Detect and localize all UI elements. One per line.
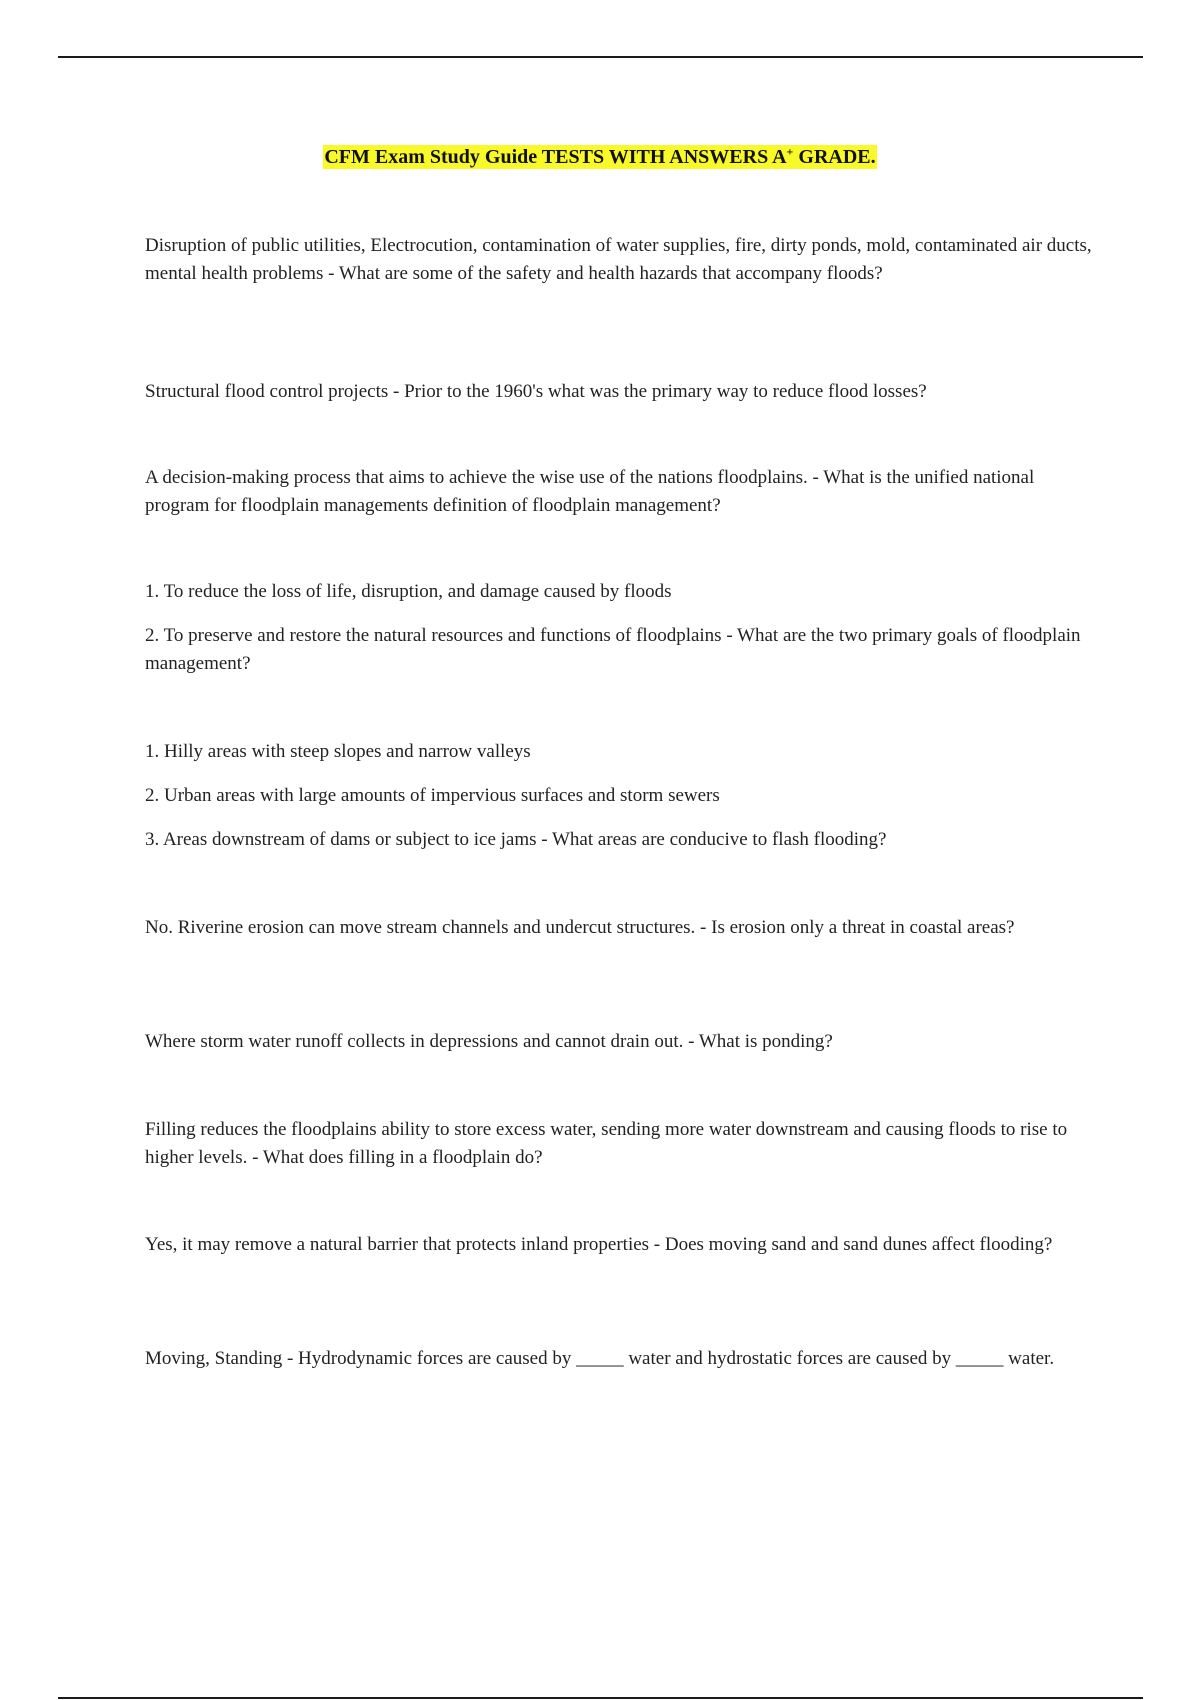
qa-text: 2. To preserve and restore the natural resources and functions of floodplains - What are the two primary goals of floodplain management? <box>145 625 1081 674</box>
qa-text: Disruption of public utilities, Electrocution, contamination of water supplies, fire, dirty ponds, mold, contaminated air ducts, mental health problems - What are some of the safety and health hazards that accompany floods? <box>145 235 1092 284</box>
document-title <box>323 145 876 169</box>
qa-text: 3. Areas downstream of dams or subject to ice jams - What areas are conducive to flash flooding? <box>145 829 887 850</box>
title-superscript: + <box>786 144 794 159</box>
qa-text: 2. Urban areas with large amounts of impervious surfaces and storm sewers <box>145 785 720 806</box>
qa-item <box>145 738 1095 854</box>
qa-item <box>145 1231 1095 1259</box>
title-text-end: GRADE. <box>793 146 876 168</box>
qa-text: Yes, it may remove a natural barrier that protects inland properties - Does moving sand and sand dunes affect flooding? <box>145 1234 1053 1255</box>
qa-text: Where storm water runoff collects in depressions and cannot drain out. - What is ponding? <box>145 1031 833 1052</box>
qa-item <box>145 914 1095 942</box>
top-rule <box>58 56 1143 58</box>
qa-text: 1. To reduce the loss of life, disruption, and damage caused by floods <box>145 581 672 602</box>
qa-item <box>145 1345 1095 1373</box>
bottom-rule <box>58 1697 1143 1699</box>
qa-text: A decision-making process that aims to achieve the wise use of the nations floodplains. - What is the unified national program for floodplain managements definition of floodplain management? <box>145 467 1035 516</box>
qa-text: Moving, Standing - Hydrodynamic forces are caused by _____ water and hydrostatic forces are caused by _____ water. <box>145 1348 1055 1369</box>
qa-text: 1. Hilly areas with steep slopes and narrow valleys <box>145 741 531 762</box>
qa-text: Filling reduces the floodplains ability to store excess water, sending more water downstream and causing floods to rise to higher levels. - What does filling in a floodplain do? <box>145 1119 1068 1168</box>
title-text: CFM Exam Study Guide TESTS WITH ANSWERS A <box>324 146 787 168</box>
qa-item <box>145 578 1095 678</box>
qa-text: Structural flood control projects - Prior to the 1960's what was the primary way to reduce flood losses? <box>145 381 927 402</box>
qa-item <box>145 1028 1095 1056</box>
title-container <box>0 144 1200 170</box>
qa-item <box>145 378 1095 406</box>
qa-item <box>145 232 1095 288</box>
qa-text: No. Riverine erosion can move stream channels and undercut structures. - Is erosion only a threat in coastal areas? <box>145 917 1015 938</box>
qa-item <box>145 464 1095 520</box>
qa-item <box>145 1116 1095 1172</box>
